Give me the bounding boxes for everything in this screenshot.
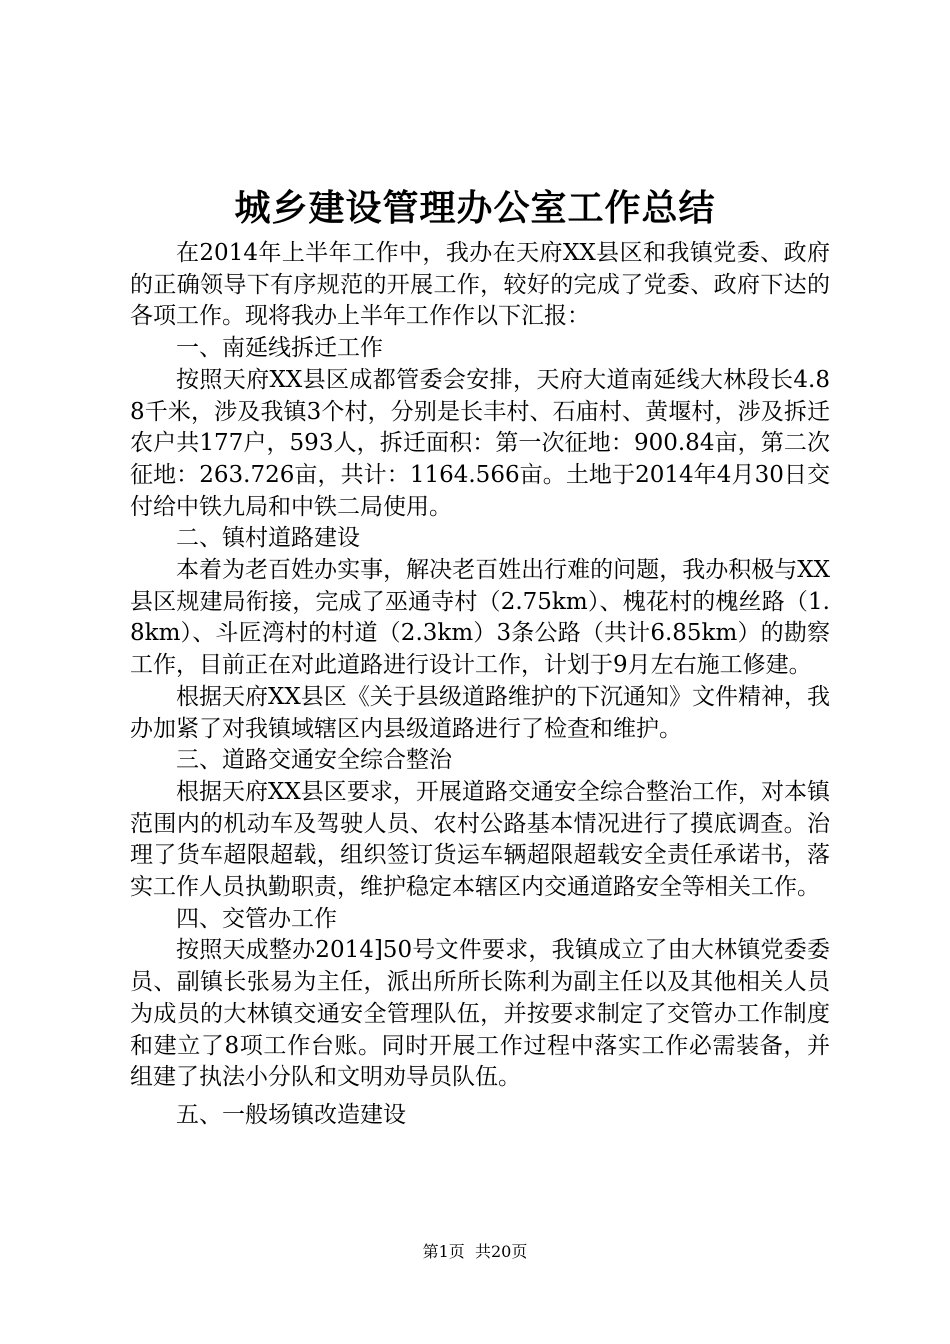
section-1-paragraph: 按照天府XX县区成都管委会安排，天府大道南延线大林段长4.88千米，涉及我镇3个村，分别是长丰村、石庙村、黄堰村，涉及拆迁农户共177户，593人，拆迁面积：第一次征地：900.84亩，第二次征地：263.726亩，共计：1164.566亩。土地于2014年4月30日交付给中铁九局和中铁二局使用。 [130, 366, 830, 520]
page-footer [0, 1242, 950, 1262]
section-4-paragraph: 按照天成整办2014]50号文件要求，我镇成立了由大林镇党委委员、副镇长张易为主任，派出所所长陈利为副主任以及其他相关人员为成员的大林镇交通安全管理队伍，并按要求制定了交管办工作制度和建立了8项工作台账。同时开展工作过程中落实工作必需装备，并组建了执法小分队和文明劝导员队伍。 [130, 937, 830, 1091]
document-title: 城乡建设管理办公室工作总结 [234, 187, 716, 229]
page-number: 第1页 [422, 1242, 465, 1261]
section-heading-1: 一、南延线拆迁工作 [176, 335, 383, 362]
section-3-paragraph: 根据天府XX县区要求，开展道路交通安全综合整治工作，对本镇范围内的机动车及驾驶人员、农村公路基本情况进行了摸底调查。治理了货车超限超载，组织签订货运车辆超限超载安全责任承诺书，落实工作人员执勤职责，维护稳定本辖区内交通道路安全等相关工作。 [130, 778, 830, 901]
section-heading-5: 五、一般场镇改造建设 [176, 1101, 406, 1128]
document-body [130, 238, 830, 1132]
section-heading-3: 三、道路交通安全综合整治 [176, 747, 452, 774]
page-total: 共20页 [474, 1242, 528, 1261]
section-2-paragraph-2: 根据天府XX县区《关于县级道路维护的下沉通知》文件精神，我办加紧了对我镇域辖区内县级道路进行了检查和维护。 [130, 683, 830, 742]
section-heading-2: 二、镇村道路建设 [176, 525, 360, 552]
section-heading-4: 四、交管办工作 [176, 905, 337, 932]
section-2-paragraph-1: 本着为老百姓办实事，解决老百姓出行难的问题，我办积极与XX县区规建局衔接，完成了巫通寺村（2.75km）、槐花村的槐丝路（1.8km）、斗匠湾村的村道（2.3km）3条公路（共计6.85km）的勘察工作，目前正在对此道路进行设计工作，计划于9月左右施工修建。 [130, 557, 830, 679]
intro-paragraph: 在2014年上半年工作中，我办在天府XX县区和我镇党委、政府的正确领导下有序规范的开展工作，较好的完成了党委、政府下达的各项工作。现将我办上半年工作作以下汇报： [130, 240, 830, 330]
